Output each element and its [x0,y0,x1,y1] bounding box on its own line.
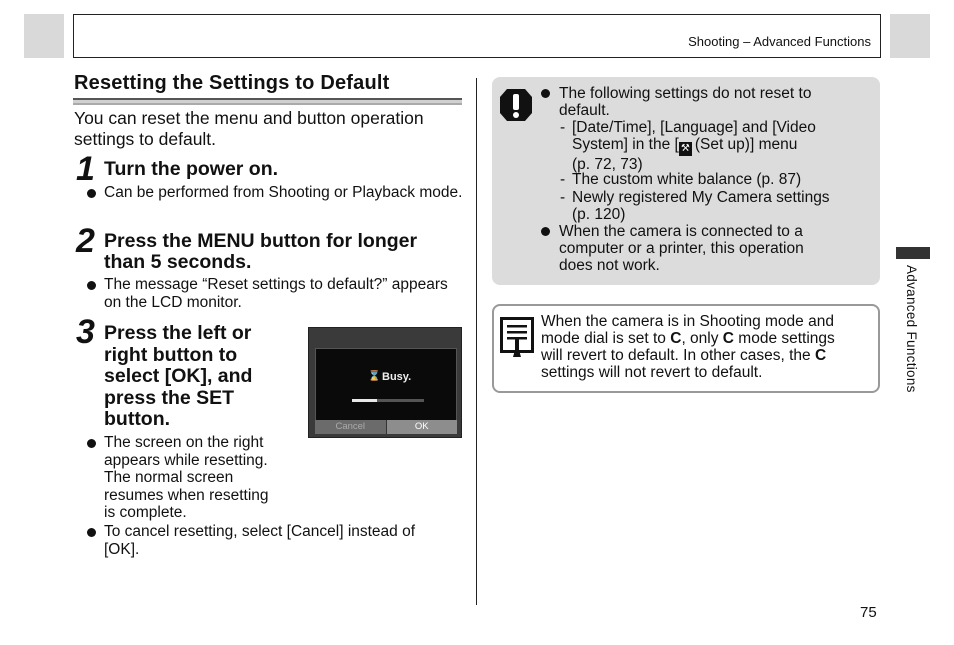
memo-line-1 [541,313,871,330]
busy-text: Busy. [382,371,412,383]
memo-text [541,313,871,381]
memo-line-3-c: C [814,347,827,364]
page-number: 75 [860,604,877,621]
caution-bullet-2-line2: computer or a printer, this operation [559,240,804,257]
step-3-bullet-2-line2: [OK]. [104,540,140,558]
memo-line-1-text: When the camera is in Shooting mode and [541,313,834,330]
caution-bullet-2-line1: When the camera is connected to a [559,223,803,240]
caution-bullet-1-line1: The following settings do not reset to [559,85,812,102]
running-header-title: Shooting – Advanced Functions [688,34,871,49]
caution-bullet-2-line3: does not work. [559,257,660,274]
reset-progress-fill [352,399,377,402]
step-1-title: Turn the power on. [104,158,279,180]
lcd-screen-display [315,348,457,421]
side-chapter-label: Advanced Functions [904,265,919,393]
step-3-title-line4: press the SET [104,387,235,409]
step-3-bullet-2-line1: To cancel resetting, select [Cancel] instead of [104,523,416,540]
step-3-bullet-1 [74,434,304,522]
caution-bullet-1-line2: default. [559,102,610,119]
caution-exclamation-icon [499,87,533,123]
memo-line-2-part1: mode dial is set to [541,330,671,347]
step-3-bullet-2 [74,523,464,558]
step-1-number: 1 [76,150,94,188]
caution-sub-item-1-prefix: System] in the [ [572,136,679,153]
caution-sub-item-1-line2 [572,136,874,156]
step-3-title-line3: select [OK], and [104,365,253,387]
memo-line-2-part2: , only [681,330,723,347]
running-header [73,14,881,58]
step-3-bullet-1-line5: is complete. [104,504,187,521]
step-3-number: 3 [76,313,94,351]
step-3-title-line1: Press the left or [104,322,252,344]
step-3-title-line2: right button to [104,344,238,366]
lcd-button-row [315,420,457,434]
caution-bullet-2 [539,223,869,274]
title-rule [73,98,462,105]
caution-sub-item-1-line1: - [Date/Time], [Language] and [Video [572,119,816,136]
caution-bullet-1 [539,85,869,119]
caution-sub-item-1-line3: (p. 72, 73) [572,156,643,173]
step-3-title-line5: button. [104,408,171,430]
step-2-title-line2: than 5 seconds. [104,251,252,273]
caution-sub-item-2 [559,171,874,188]
lcd-screen-illustration [308,327,462,438]
step-3-bullet-1-line3: The normal screen [104,469,234,486]
caution-sub-item-2-line1: - The custom white balance (p. 87) [572,171,802,188]
hourglass-icon: ⌛ [368,371,381,382]
memo-line-2-c1: C [670,330,682,347]
caution-sub-item-3-line1: - Newly registered My Camera settings [572,189,830,206]
step-3-bullet-1-line1: The screen on the right [104,434,264,451]
lcd-ok-option: OK [387,420,458,434]
memo-line-2 [541,330,871,347]
memo-line-3-part1: will revert to default. In other cases, the [541,347,815,364]
caution-sub-item-3-line2: (p. 120) [572,206,626,223]
memo-line-4 [541,364,871,381]
caution-sub-item-1 [559,119,874,173]
memo-line-4-text: settings will not revert to default. [541,364,763,381]
section-intro: You can reset the menu and button operation settings to default. [74,108,424,149]
corner-tab-left [24,14,64,58]
lcd-cancel-option: Cancel [315,420,387,434]
memo-note-icon [500,317,534,359]
memo-line-2-c2: C [722,330,734,347]
caution-sub-item-1-suffix: (Set up)] menu [694,136,798,153]
side-tab-marker [896,247,930,259]
corner-tab-right [890,14,930,58]
memo-line-3 [541,347,871,364]
memo-line-2-part3: mode settings [734,330,835,347]
column-divider [476,78,477,605]
step-3-bullet-1-line2: appears while resetting. [104,451,268,469]
section-title: Resetting the Settings to Default [74,72,390,94]
step-2-title-line1: Press the MENU button for longer [104,230,418,252]
reset-progress-bar [352,399,424,402]
step-1-bullet: Can be performed from Shooting or Playback mode. [74,184,464,202]
step-2-number: 2 [76,222,94,260]
step-2-bullet: The message “Reset settings to default?” appears on the LCD monitor. [74,276,454,311]
caution-sub-item-3 [559,189,874,223]
setup-tool-icon: ⚒ [679,142,692,156]
step-3-bullet-1-line4: resumes when resetting [104,486,269,504]
